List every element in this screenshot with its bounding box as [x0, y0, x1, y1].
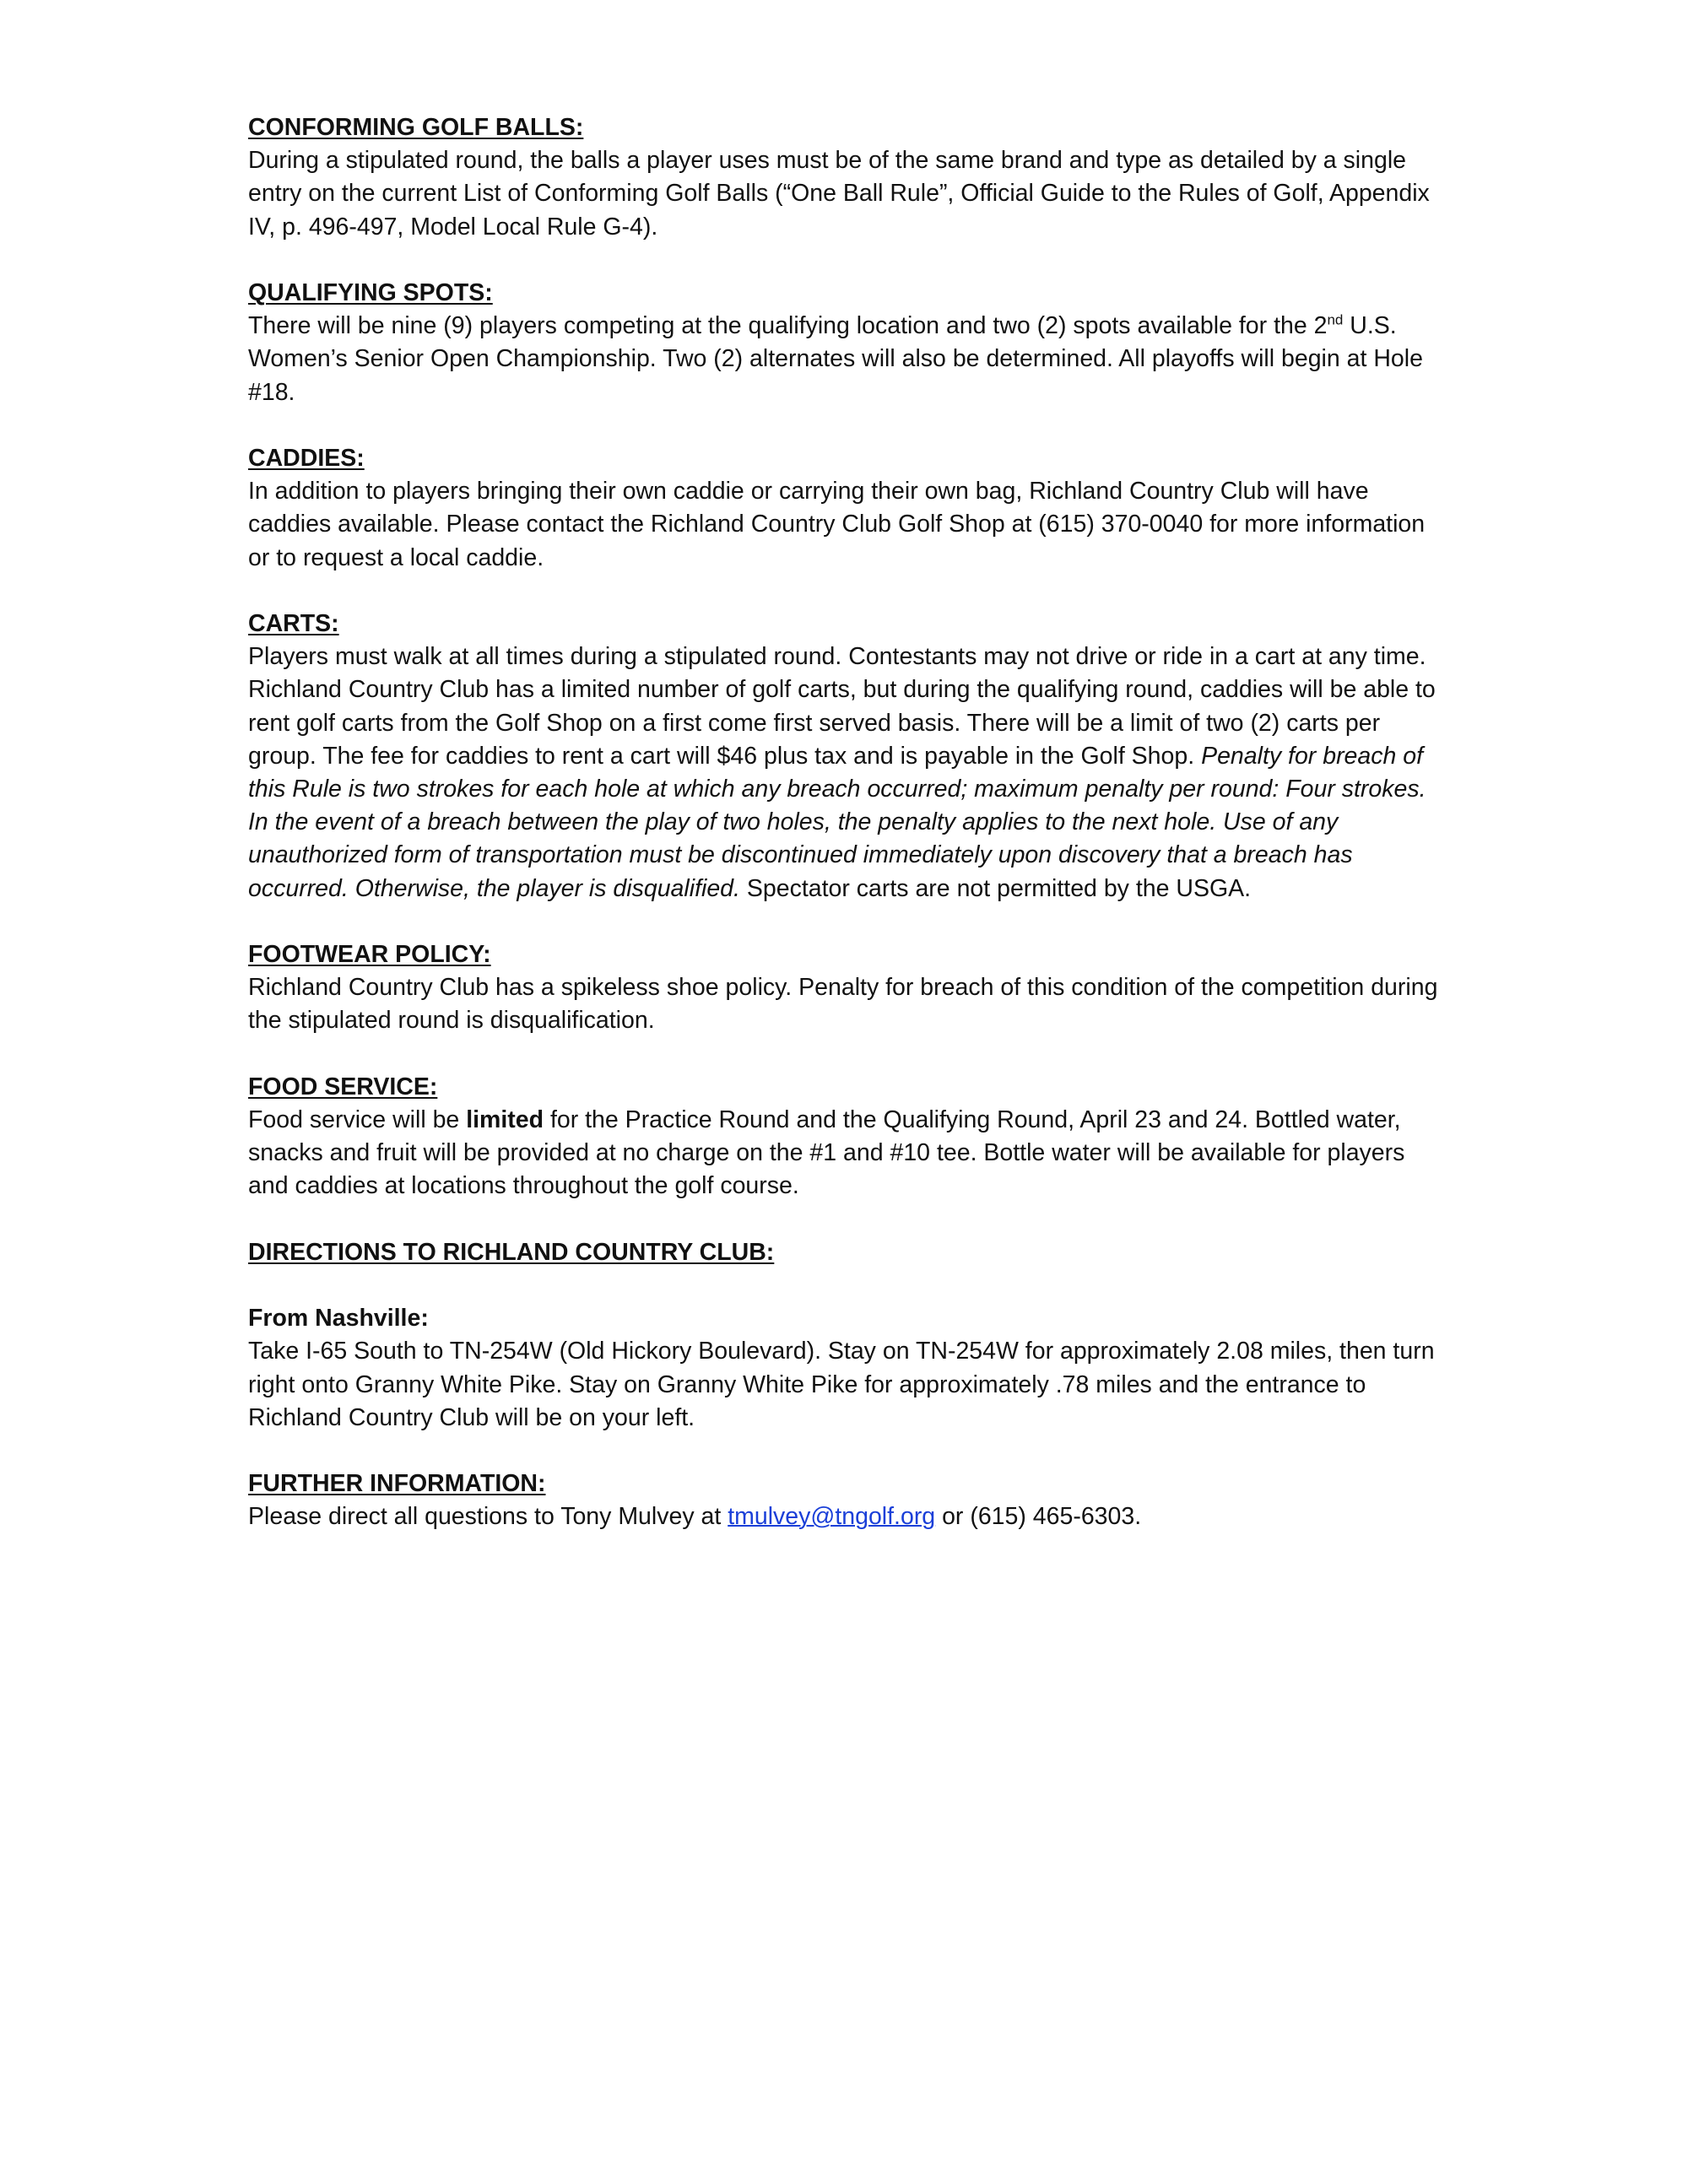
email-link[interactable]: tmulvey@tngolf.org [728, 1503, 936, 1531]
section-footwear-policy [248, 938, 1447, 1038]
section-heading: CADDIES: [248, 445, 365, 472]
section-body: In addition to players bringing their own caddie or carrying their own bag, Richland Country Club will have caddies available. Please contact the Richland Country Club Golf Shop at (615) 370-0040 for more information or to request a local caddie. [248, 478, 1426, 571]
section-directions [248, 1236, 1447, 1435]
document-page [248, 111, 1447, 1567]
section-qualifying-spots [248, 277, 1447, 409]
section-body: Take I-65 South to TN-254W (Old Hickory Boulevard). Stay on TN-254W for approximately 2.08 miles, then turn right onto Granny White Pike. Stay on Granny White Pike for approximately .78 miles and the entrance to Richland Country Club will be on your left. [248, 1338, 1435, 1431]
body-text: Players must walk at all times during a stipulated round. Contestants may not drive or ride in a cart at any time. Richland Country Club has a limited number of golf carts, but during the qualifying round, caddies will be able to rent golf carts from the Golf Shop on a first come first served basis. There will be a limit of two (2) carts per group. The fee for caddies to rent a cart will $46 plus tax and is payable in the Golf Shop. [248, 643, 1436, 770]
body-text: Spectator carts are not permitted by the USGA. [739, 874, 1252, 902]
from-nashville-label: From Nashville: [248, 1305, 429, 1333]
section-body: Richland Country Club has a spikeless shoe policy. Penalty for breach of this condition of the competition during the stipulated round is disqualification. [248, 974, 1438, 1035]
section-conforming-golf-balls [248, 111, 1447, 244]
section-heading: FOOTWEAR POLICY: [248, 941, 491, 969]
section-caddies [248, 442, 1447, 575]
section-heading: FOOD SERVICE: [248, 1073, 438, 1100]
section-further-information [248, 1468, 1447, 1533]
penalty-text: Penalty for breach of this Rule is two strokes for each hole at which any breach occurred; maximum penalty per round: Four strokes. In the event of a breach between the play of two holes, the penalty applies to the next hole. Use of any unauthorized form of transportation must be discontinued immediately upon discovery that a breach has occurred. Otherwise, the player is disqualified. [248, 742, 1426, 902]
body-text: U.S. Women’s Senior Open Championship. Two (2) alternates will also be determined. All playoffs will begin at Hole #18. [248, 312, 1423, 406]
body-text: or (615) 465-6303. [935, 1503, 1142, 1531]
body-text: Food service will be [248, 1106, 467, 1134]
blank-line [248, 1269, 1447, 1302]
section-heading: QUALIFYING SPOTS: [248, 279, 493, 306]
section-food-service [248, 1071, 1447, 1203]
section-carts [248, 608, 1447, 905]
section-heading: FURTHER INFORMATION: [248, 1470, 546, 1498]
body-text: Please direct all questions to Tony Mulvey at [248, 1503, 728, 1531]
section-body: During a stipulated round, the balls a player uses must be of the same brand and type as detailed by a single entry on the current List of Conforming Golf Balls (“One Ball Rule”, Official Guide to the Rules of Golf, Appendix IV, p. 496-497, Model Local Rule G-4). [248, 147, 1430, 241]
section-body [248, 1500, 1447, 1533]
section-body [248, 310, 1447, 409]
section-body [248, 1104, 1447, 1203]
section-body [248, 641, 1447, 905]
section-heading: DIRECTIONS TO RICHLAND COUNTRY CLUB: [248, 1238, 775, 1266]
ordinal-superscript: nd [1327, 311, 1344, 328]
emphasis-text: limited [466, 1106, 544, 1134]
section-heading: CONFORMING GOLF BALLS: [248, 114, 584, 141]
body-text: for the Practice Round and the Qualifying Round, April 23 and 24. Bottled water, snacks and fruit will be provided at no charge on the #1 and #10 tee. Bottle water will be available for players and caddies at locations throughout the golf course. [248, 1106, 1405, 1200]
body-text: There will be nine (9) players competing at the qualifying location and two (2) spots available for the 2 [248, 312, 1328, 340]
section-heading: CARTS: [248, 610, 339, 637]
